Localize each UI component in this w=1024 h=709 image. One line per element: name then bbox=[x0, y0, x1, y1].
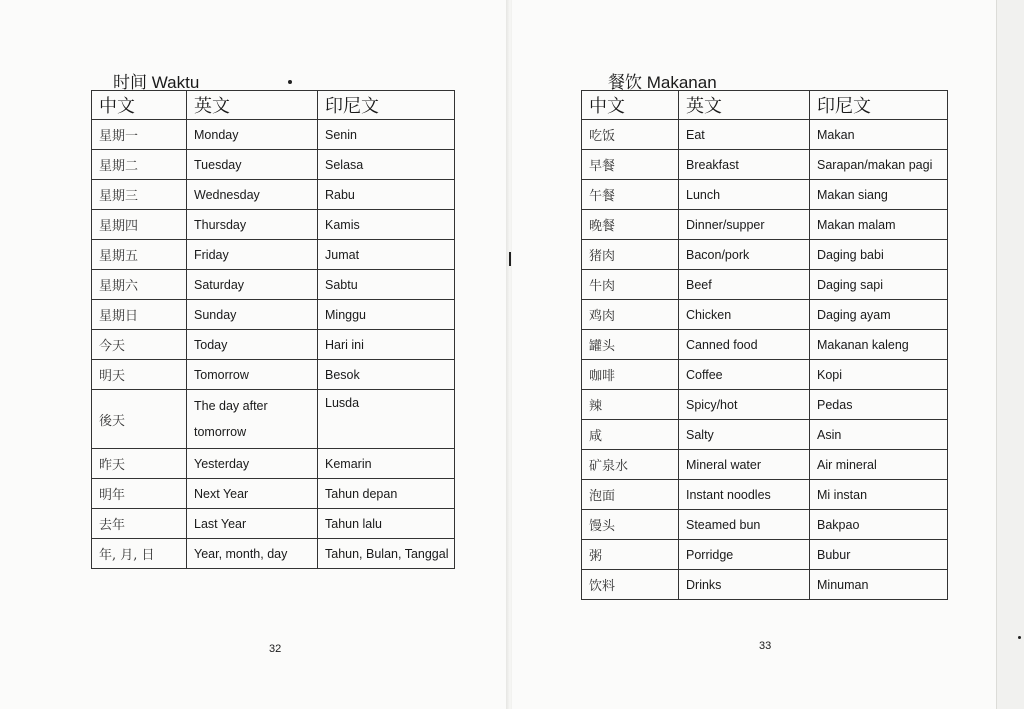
table-row bbox=[582, 420, 948, 450]
table-row bbox=[582, 480, 948, 510]
english-cell: Next Year bbox=[187, 479, 318, 509]
indonesian-cell: Daging sapi bbox=[810, 270, 948, 300]
indonesian-cell: Tahun lalu bbox=[318, 509, 455, 539]
indonesian-cell: Mi instan bbox=[810, 480, 948, 510]
chinese-cell: 牛肉 bbox=[582, 270, 679, 300]
english-cell: Year, month, day bbox=[187, 539, 318, 569]
table-header-row bbox=[92, 91, 455, 120]
chinese-cell: 泡面 bbox=[582, 480, 679, 510]
english-cell: Today bbox=[187, 330, 318, 360]
english-cell: Friday bbox=[187, 240, 318, 270]
english-cell: Dinner/supper bbox=[679, 210, 810, 240]
chinese-cell: 午餐 bbox=[582, 180, 679, 210]
chinese-cell: 星期六 bbox=[92, 270, 187, 300]
chinese-cell: 咸 bbox=[582, 420, 679, 450]
chinese-cell: 星期四 bbox=[92, 210, 187, 240]
english-cell: Thursday bbox=[187, 210, 318, 240]
chinese-cell: 粥 bbox=[582, 540, 679, 570]
english-cell: Coffee bbox=[679, 360, 810, 390]
chinese-cell: 今天 bbox=[92, 330, 187, 360]
table-row bbox=[92, 180, 455, 210]
indonesian-cell: Sabtu bbox=[318, 270, 455, 300]
indonesian-cell: Kopi bbox=[810, 360, 948, 390]
english-cell: Tomorrow bbox=[187, 360, 318, 390]
chinese-cell: 鸡肉 bbox=[582, 300, 679, 330]
indonesian-cell: Hari ini bbox=[318, 330, 455, 360]
table-row bbox=[582, 570, 948, 600]
english-cell: Salty bbox=[679, 420, 810, 450]
indonesian-cell: Bakpao bbox=[810, 510, 948, 540]
chinese-cell: 星期日 bbox=[92, 300, 187, 330]
left-page bbox=[0, 0, 508, 709]
english-cell: Sunday bbox=[187, 300, 318, 330]
english-cell: Canned food bbox=[679, 330, 810, 360]
right-section-title: 餐饮 Makanan bbox=[608, 73, 717, 92]
english-cell: Tuesday bbox=[187, 150, 318, 180]
page-number: 33 bbox=[759, 640, 772, 652]
table-row bbox=[582, 510, 948, 540]
header-chinese: 中文 bbox=[582, 91, 679, 120]
table-row bbox=[92, 120, 455, 150]
right-page bbox=[512, 0, 1012, 709]
english-cell: Monday bbox=[187, 120, 318, 150]
english-cell: Eat bbox=[679, 120, 810, 150]
food-vocabulary-table bbox=[581, 90, 948, 600]
chinese-cell: 明天 bbox=[92, 360, 187, 390]
chinese-cell: 辣 bbox=[582, 390, 679, 420]
table-row bbox=[582, 240, 948, 270]
scan-speck bbox=[288, 80, 292, 84]
chinese-cell: 昨天 bbox=[92, 449, 187, 479]
indonesian-cell: Jumat bbox=[318, 240, 455, 270]
table-row bbox=[92, 539, 455, 569]
indonesian-cell: Minggu bbox=[318, 300, 455, 330]
header-indonesian: 印尼文 bbox=[318, 91, 455, 120]
indonesian-cell: Makan malam bbox=[810, 210, 948, 240]
indonesian-cell: Makanan kaleng bbox=[810, 330, 948, 360]
english-cell: Instant noodles bbox=[679, 480, 810, 510]
chinese-cell: 明年 bbox=[92, 479, 187, 509]
header-chinese: 中文 bbox=[92, 91, 187, 120]
chinese-cell: 星期二 bbox=[92, 150, 187, 180]
english-cell: Steamed bun bbox=[679, 510, 810, 540]
table-row bbox=[92, 210, 455, 240]
page-number: 32 bbox=[269, 643, 282, 655]
chinese-cell: 早餐 bbox=[582, 150, 679, 180]
indonesian-cell: Daging ayam bbox=[810, 300, 948, 330]
indonesian-cell: Kemarin bbox=[318, 449, 455, 479]
header-indonesian: 印尼文 bbox=[810, 91, 948, 120]
table-row bbox=[92, 390, 455, 449]
indonesian-cell: Asin bbox=[810, 420, 948, 450]
indonesian-cell: Kamis bbox=[318, 210, 455, 240]
table-row bbox=[582, 330, 948, 360]
indonesian-cell: Daging babi bbox=[810, 240, 948, 270]
indonesian-cell: Rabu bbox=[318, 180, 455, 210]
table-header-row bbox=[582, 91, 948, 120]
table-row bbox=[582, 210, 948, 240]
chinese-cell: 晚餐 bbox=[582, 210, 679, 240]
indonesian-cell: Bubur bbox=[810, 540, 948, 570]
chinese-cell: 星期一 bbox=[92, 120, 187, 150]
chinese-cell: 去年 bbox=[92, 509, 187, 539]
english-cell: Wednesday bbox=[187, 180, 318, 210]
english-cell: Saturday bbox=[187, 270, 318, 300]
table-row bbox=[582, 180, 948, 210]
indonesian-cell: Air mineral bbox=[810, 450, 948, 480]
english-cell: Drinks bbox=[679, 570, 810, 600]
indonesian-cell: Sarapan/makan pagi bbox=[810, 150, 948, 180]
table-row bbox=[582, 540, 948, 570]
english-cell: Breakfast bbox=[679, 150, 810, 180]
table-row bbox=[92, 360, 455, 390]
table-row bbox=[582, 120, 948, 150]
english-cell: Beef bbox=[679, 270, 810, 300]
chinese-cell: 饮料 bbox=[582, 570, 679, 600]
indonesian-cell: Senin bbox=[318, 120, 455, 150]
chinese-cell: 猪肉 bbox=[582, 240, 679, 270]
indonesian-cell: Tahun depan bbox=[318, 479, 455, 509]
header-english: 英文 bbox=[679, 91, 810, 120]
table-row bbox=[582, 270, 948, 300]
english-cell: Mineral water bbox=[679, 450, 810, 480]
chinese-cell: 星期五 bbox=[92, 240, 187, 270]
english-cell: Spicy/hot bbox=[679, 390, 810, 420]
chinese-cell: 矿泉水 bbox=[582, 450, 679, 480]
indonesian-cell: Pedas bbox=[810, 390, 948, 420]
table-row bbox=[582, 300, 948, 330]
table-row bbox=[92, 270, 455, 300]
chinese-cell: 吃饭 bbox=[582, 120, 679, 150]
time-vocabulary-table bbox=[91, 90, 455, 569]
chinese-cell: 馒头 bbox=[582, 510, 679, 540]
chinese-cell: 星期三 bbox=[92, 180, 187, 210]
table-row bbox=[582, 150, 948, 180]
english-cell: Chicken bbox=[679, 300, 810, 330]
indonesian-cell: Tahun, Bulan, Tanggal bbox=[318, 539, 455, 569]
english-cell: Porridge bbox=[679, 540, 810, 570]
indonesian-cell: Besok bbox=[318, 360, 455, 390]
english-cell: The day after tomorrow bbox=[187, 390, 318, 449]
header-english: 英文 bbox=[187, 91, 318, 120]
table-row bbox=[92, 330, 455, 360]
indonesian-cell: Makan siang bbox=[810, 180, 948, 210]
indonesian-cell: Lusda bbox=[318, 390, 455, 449]
gutter-mark bbox=[509, 252, 511, 266]
book-edge bbox=[996, 0, 1024, 709]
table-row bbox=[92, 449, 455, 479]
table-row bbox=[92, 509, 455, 539]
table-row bbox=[582, 390, 948, 420]
table-row bbox=[92, 479, 455, 509]
scan-speck bbox=[1018, 636, 1021, 639]
indonesian-cell: Selasa bbox=[318, 150, 455, 180]
chinese-cell: 罐头 bbox=[582, 330, 679, 360]
table-row bbox=[92, 150, 455, 180]
table-row bbox=[92, 240, 455, 270]
english-cell: Last Year bbox=[187, 509, 318, 539]
table-row bbox=[582, 360, 948, 390]
table-row bbox=[582, 450, 948, 480]
chinese-cell: 咖啡 bbox=[582, 360, 679, 390]
chinese-cell: 年, 月, 日 bbox=[92, 539, 187, 569]
table-row bbox=[92, 300, 455, 330]
left-section-title: 时间 Waktu bbox=[113, 73, 200, 92]
chinese-cell: 後天 bbox=[92, 390, 187, 449]
indonesian-cell: Minuman bbox=[810, 570, 948, 600]
english-cell: Bacon/pork bbox=[679, 240, 810, 270]
indonesian-cell: Makan bbox=[810, 120, 948, 150]
english-cell: Yesterday bbox=[187, 449, 318, 479]
english-cell: Lunch bbox=[679, 180, 810, 210]
